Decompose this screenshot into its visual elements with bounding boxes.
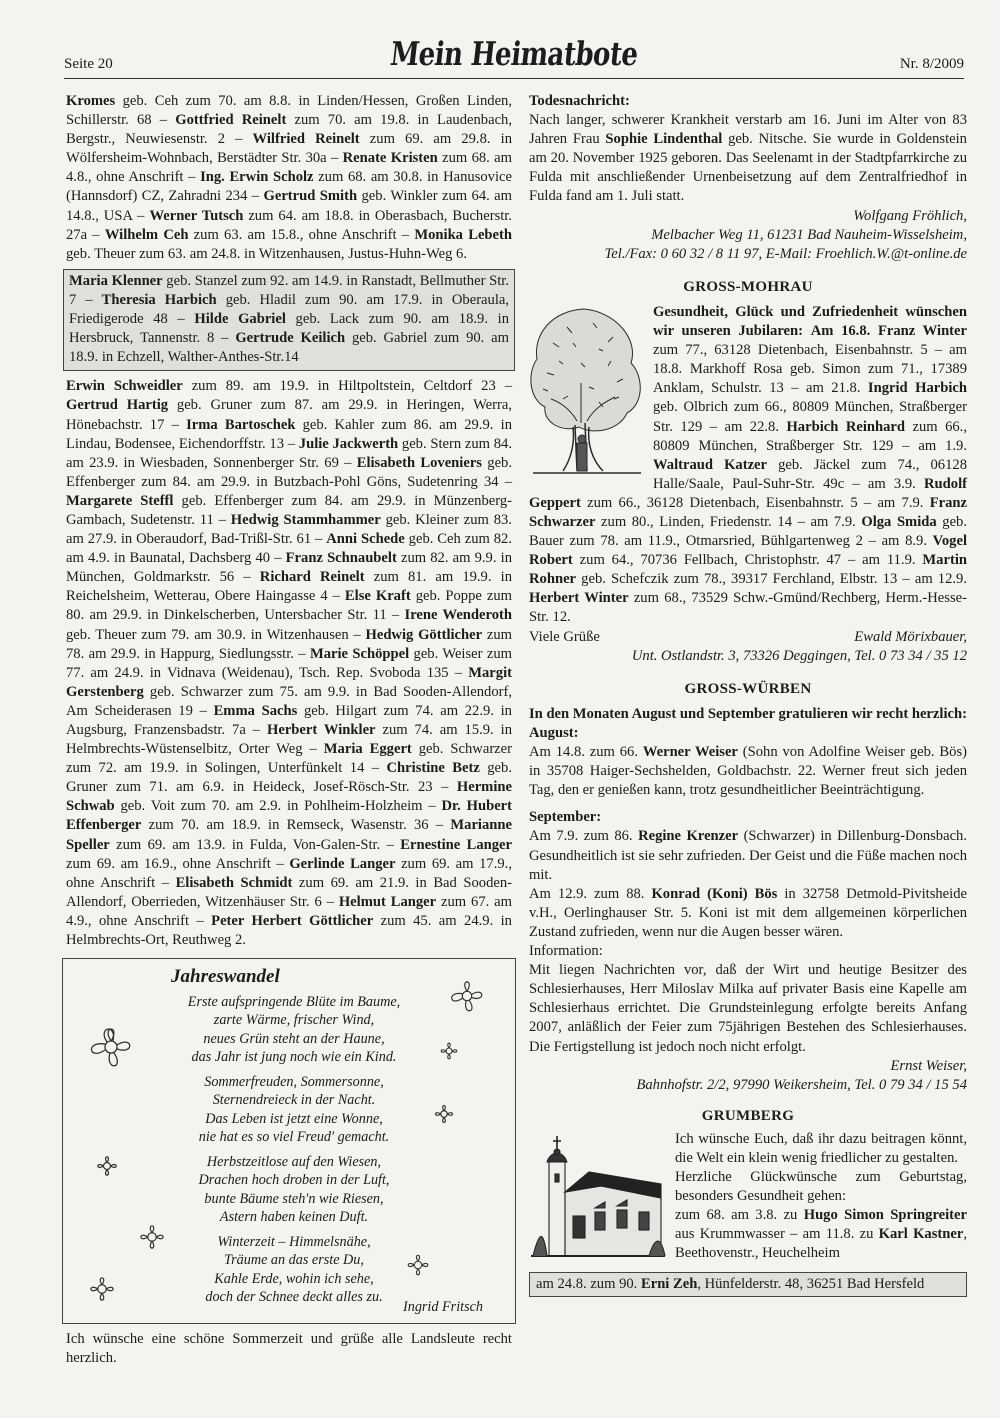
- name-highlight: Helmut Langer: [338, 893, 437, 910]
- name-highlight: Emma Sachs: [213, 702, 298, 719]
- name-highlight: Dr. Hubert Effenberger: [66, 798, 513, 834]
- name-highlight: Gerlinde Langer: [289, 855, 396, 872]
- name-highlight: Else Kraft: [344, 588, 411, 605]
- name-highlight: Maria Eggert: [323, 741, 412, 758]
- name-highlight: Julie Jackwerth: [298, 435, 399, 452]
- birthday-list-september: Erwin Schweidler zum 89. am 19.9. in Hiltpoltstein, Celtdorf 23 – Gertrud Hartig geb. Gruner zum 87. am 29.9. in Heringen, Werra, Hönebachstr. 17 – Irma Bartoschek geb. Kahler zum 86. am 29.9. in Lindau, Bodensee, Eichendorffstr. 13 – Julie Jackwerth geb. Stern zum 84. am 23.9. in Wiesbaden, Sonnenberger Str. 69 – Elisabeth Loveniers geb. Effenberger zum 84. am 29.9. in Butzbach-Pohl Göns, Sudetenring 34 – Margarete Steffl geb. Effenberger zum 84. am 29.9. in Münzenberg-Gambach, Sudetenstr. 11 – Hedwig Stammhammer geb. Kleiner zum 83. am 27.9. in Oberaudorf, Bad-Trißl-Str. 61 – Anni Schede geb. Ceh zum 82. am 4.9. in Baunatal, Dachsberg 40 – Franz Schnaubelt zum 82. am 9.9. in München, Goldmarkstr. 56 – Richard Reinelt zum 81. am 19.9. in Reichelsheim, Wetterau, Obere Haingasse 4 – Else Kraft geb. Poppe zum 80. am 29.9. in Dinkelscherben, Untersbacher Str. 11 – Irene Wenderoth geb. Theuer zum 79. am 30.9. in Witzenhausen – Hedwig Göttlicher zum 78. am 29.9. in Happurg, Siedlungsstr. – Marie Schöppel geb. Weiser zum 77. am 24.9. in Vidnava (Weidenau), Tsch. Rep. Svoboda 135 – Margit Gerstenberg geb. Schwarzer zum 75. am 9.9. in Bad Sooden-Allendorf, Am Scheiderasen 19 – Emma Sachs geb. Hilgart zum 74. am 22.9. in Augsburg, Franzensbadstr. 7a – Herbert Winkler zum 74. am 15.9. in Helmbrechts-Wüstenselbitz, Orter Weg – Maria Eggert geb. Schwarzer zum 72. am 19.9. in Solingen, Unterfünkelt 14 – Christine Betz geb. Gruner zum 71. am 6.9. in Heideck, Josef-Rösch-Str. 23 – Hermine Schwab geb. Voit zum 70. am 2.9. in Pohlheim-Holzheim – Dr. Hubert Effenberger zum 70. am 18.9. in Remseck, Wasenstr. 36 – Marianne Speller zum 69. am 13.9. in Fulda, Von-Galen-Str. – Ernestine Langer zum 69. am 16.9., ohne Anschrift – Gerlinde Langer zum 69. am 17.9., ohne Anschrift – Elisabeth Schmidt zum 69. am 21.9. in Bad Sooden-Allendorf, Oberrieden, Witzenhäuser Str. 6 – Helmut Langer zum 67. am 4.9., ohne Anschrift – Peter Herbert Göttlicher zum 45. am 24.9. in Helmbrechts-Ort, Reuthweg 2.: [66, 378, 513, 949]
- birthday-box-text: Maria Klenner geb. Stanzel zum 92. am 14.9. in Ranstadt, Bellmuther Str. 7 – Theresia Harbich geb. Hladil zum 90. am 17.9. in Oberaula, Friedigerode 48 – Hilde Gabriel geb. Lack zum 90. am 18.9. in Hersbruck, Tannenstr. 8 – Gertrude Keilich geb. Gabriel zum 90. am 18.9. in Echzell, Walther-Anthes-Str.14: [69, 272, 510, 366]
- text-line: Kahle Erde, wohin ich sehe,: [214, 1270, 374, 1287]
- death-notice-heading: Todesnachricht:: [529, 93, 630, 109]
- name-highlight: Theresia Harbich: [101, 291, 217, 308]
- august-label: [529, 724, 967, 743]
- name-highlight: Franz Schnaubelt: [285, 550, 397, 567]
- name-highlight: Kromes: [66, 93, 116, 109]
- gross-wuerben-signature: [529, 1057, 967, 1095]
- name-highlight: Gertrude Keilich: [235, 330, 346, 347]
- name-highlight: Waltraud Katzer: [653, 456, 768, 473]
- poem-stanza-1: [151, 993, 437, 1066]
- name-highlight: Monika Lebeth: [414, 226, 512, 243]
- text-line: Tel./Fax: 0 60 32 / 8 11 97, E-Mail: Froehlich.W.@t-online.de: [604, 245, 967, 262]
- header-rule: [64, 78, 964, 79]
- grumberg-box-text: am 24.8. zum 90. Erni Zeh, Hünfelderstr. 48, 36251 Bad Hersfeld: [536, 1275, 925, 1292]
- name-highlight: Gertrud Hartig: [66, 397, 169, 414]
- flower-icon: [403, 1251, 433, 1279]
- text-line: nie hat es so viel Freud' gemacht.: [198, 1128, 390, 1145]
- name-highlight: Franz Schwarzer: [529, 494, 967, 530]
- death-notice-title: [529, 92, 967, 111]
- poem-author: Ingrid Fritsch: [403, 1299, 483, 1316]
- name-highlight: Gottfried Reinelt: [175, 112, 287, 129]
- birthday-box-90plus: [63, 269, 515, 371]
- name-highlight: Herbert Winkler: [266, 722, 376, 738]
- left-column: [66, 92, 512, 1368]
- name-highlight: Werner Tutsch: [149, 207, 244, 224]
- name-highlight: Konrad (Koni) Bös: [651, 885, 778, 902]
- text-line: doch der Schnee deckt alles zu.: [205, 1288, 383, 1305]
- name-highlight: Rudolf Geppert: [529, 475, 967, 511]
- flower-icon: [83, 1021, 139, 1073]
- name-highlight: Richard Reinelt: [259, 569, 365, 586]
- flower-icon: [135, 1221, 169, 1253]
- closing-greeting: Ich wünsche eine schöne Sommerzeit und grüße alle Landsleute recht herzlich.: [66, 1331, 512, 1367]
- masthead-logo: Mein Heimatbote: [388, 36, 640, 74]
- text-line: Bahnhofstr. 2/2, 97990 Weikersheim, Tel. 0 79 34 / 15 54: [636, 1076, 967, 1093]
- flower-icon: [93, 1153, 121, 1179]
- tree-illustration: [523, 303, 647, 479]
- flower-icon: [85, 1273, 119, 1305]
- poem-stanza-4: [151, 1233, 437, 1306]
- church-illustration: [529, 1132, 667, 1264]
- grumberg-box: [529, 1272, 967, 1297]
- name-highlight: Hermine Schwab: [66, 779, 512, 815]
- grumberg-congrats: Herzliche Glückwünsche zum Geburtstag, besonders Gesundheit gehen:: [675, 1169, 967, 1205]
- name-highlight: Erni Zeh: [640, 1275, 698, 1292]
- flower-icon: [437, 1039, 461, 1063]
- name-highlight: Irma Bartoschek: [186, 416, 296, 433]
- name-highlight: Harbich Reinhard: [786, 418, 906, 435]
- section-title-gross-wuerben: GROSS-WÜRBEN: [684, 680, 812, 697]
- name-highlight: Irene Wenderoth: [404, 607, 512, 624]
- birthday-list-august: Kromes geb. Ceh zum 70. am 8.8. in Linden/Hessen, Großen Linden, Schillerstr. 68 – Gottfried Reinelt zum 70. am 19.8. in Laudenbach, Bergstr., Neuwiesenstr. 2 – Wilfried Reinelt zum 69. am 29.8. in Wölfersheim-Wohnbach, Berstädter Str. 30a – Renate Kristen zum 68. am 4.8., ohne Anschrift – Ing. Erwin Scholz zum 68. am 30.8. in Hanusovice (Hannsdorf) CZ, Zahradni 234 – Gertrud Smith geb. Winkler zum 64. am 14.8., USA – Werner Tutsch zum 64. am 18.8. in Oberasbach, Bucherstr. 27a – Wilhelm Ceh zum 63. am 15.8., ohne Anschrift – Monika Lebeth geb. Theuer zum 63. am 24.8. in Witzenhausen, Justus-Huhn-Weg 6.: [66, 93, 513, 262]
- name-highlight: Maria Klenner: [69, 272, 163, 289]
- information-text: Mit liegen Nachrichten vor, daß der Wirt und heutige Besitzer des Schlesierhauses, Herr Miloslav Milka auf privater Basis eine Kapelle am Schlesierhaus errichtet. Die Grundsteinlegung erfolgte bereits Anfang 2007, anläßlich der Feier zum 75jährigen Bestehen des Schlesierhauses. Die Fertigstellung ist jedoch noch nicht erfolgt.: [529, 962, 967, 1055]
- text-line: Unt. Ostlandstr. 3, 73326 Deggingen, Tel. 0 73 34 / 35 12: [631, 647, 967, 664]
- page-header: [64, 36, 964, 74]
- poem-stanza-3: [151, 1153, 437, 1226]
- flower-icon: [431, 1101, 457, 1127]
- name-highlight: Hedwig Stammhammer: [230, 511, 381, 528]
- issue-number: Nr. 8/2009: [899, 56, 964, 72]
- name-highlight: Karl Kastner: [878, 1226, 964, 1243]
- name-highlight: Wilfried Reinelt: [252, 131, 360, 148]
- name-highlight: Ernestine Langer: [400, 836, 513, 853]
- name-highlight: Olga Smida: [861, 513, 937, 530]
- grumberg-wish: Ich wünsche Euch, daß ihr dazu beitragen könnt, die Welt ein klein wenig friedlicher zu gestalten.: [675, 1130, 967, 1166]
- name-highlight: Vogel Robert: [529, 533, 967, 569]
- page-number: Seite 20: [64, 56, 113, 72]
- text-line: neues Grün steht an der Haune,: [203, 1030, 385, 1047]
- death-notice-text: Nach langer, schwerer Krankheit verstarb am 16. Juni im Alter von 83 Jahren Frau Sophie Lindenthal geb. Nitsche. Sie wurde in Goldenstein am 20. November 1925 geboren. Das Seelenamt in der Stadtpfarrkirche zu Fulda mit anschließender Urnenbeisetzung auf dem Zentralfriedhof in Fulda fand am 1. Juli statt.: [529, 112, 967, 205]
- text-line: Drachen hoch droben in der Luft,: [198, 1172, 390, 1189]
- name-highlight: Ing. Erwin Scholz: [200, 169, 314, 186]
- name-highlight: Gertrud Smith: [263, 188, 358, 205]
- name-highlight: Martin Rohner: [529, 552, 967, 588]
- gross-wuerben-intro-text: In den Monaten August und September gratulieren wir recht herzlich:: [529, 705, 967, 722]
- name-highlight: Anni Schede: [326, 531, 405, 548]
- name-highlight: Hedwig Göttlicher: [365, 626, 483, 643]
- name-highlight: Herbert Winter: [529, 590, 629, 607]
- text-line: Herbstzeitlose auf den Wiesen,: [206, 1154, 382, 1171]
- name-highlight: Marie Schöppel: [309, 645, 410, 662]
- name-highlight: Erwin Schweidler: [66, 378, 183, 395]
- section-title-gross-mohrau: GROSS-MOHRAU: [683, 278, 813, 295]
- name-highlight: Am 16.8. Franz Winter: [810, 323, 967, 340]
- text-line: Wolfgang Fröhlich,: [853, 207, 967, 224]
- september-label-text: September:: [529, 809, 602, 826]
- text-line: Sommerfreuden, Sommersonne,: [204, 1074, 384, 1091]
- name-highlight: Christine Betz: [386, 760, 480, 777]
- poem-stanza-2: [151, 1073, 437, 1146]
- september-label: [529, 808, 967, 827]
- text-line: Ewald Mörixbauer,: [854, 628, 967, 645]
- august-label-text: August:: [529, 725, 579, 741]
- section-title-grumberg: GRUMBERG: [701, 1107, 795, 1124]
- text-line: Winterzeit – Himmelsnähe,: [217, 1234, 371, 1251]
- text-line: Astern haben keinen Duft.: [219, 1208, 369, 1225]
- text-line: Melbacher Weg 11, 61231 Bad Nauheim-Wisselsheim,: [651, 226, 967, 243]
- september-text-2: Am 12.9. zum 88. Konrad (Koni) Bös in 32758 Detmold-Pivitsheide v.H., Oerlinghauser Str. 5. Koni ist mit dem allgemeinen körperlichen Zustand zufrieden, wenn nur die Augen besser wären.: [529, 885, 967, 940]
- name-highlight: Sophie Lindenthal: [605, 131, 723, 148]
- right-column: [529, 92, 967, 1297]
- gross-mohrau-text: Gesundheit, Glück und Zufriedenheit wünschen wir unseren Jubilaren: Am 16.8. Franz Winter zum 77., 63128 Dietenbach, Eisenbahnstr. 5 – am 18.8. Markhoff Rosa geb. Simon zum 71., 17389 Anklam, Schulstr. 13 – am 21.8. Ingrid Harbich geb. Olbrich zum 66., 80809 München, Straßberger Str. 129 – am 22.8. Harbich Reinhard zum 66., 80809 München, Straßberger Str. 129 – am 1.9. Waltraud Katzer geb. Jäckel zum 74., 06128 Halle/Saale, Paul-Suhr-Str. 49c – am 3.9. Rudolf Geppert zum 66., 36128 Dietenbach, Eisenbahnstr. 5 – am 7.9. Franz Schwarzer zum 80., Linden, Friedenstr. 14 – am 7.9. Olga Smida geb. Bauer zum 78. am 11.9., Otmarsried, Bühlgartenweg 2 – am 8.9. Vogel Robert zum 64., 70736 Fellbach, Christophstr. 47 – am 11.9. Martin Rohner geb. Schefczik zum 78., 39317 Ferchland, Elbstr. 13 – am 12.9. Herbert Winter zum 68., 73529 Schw.-Gmünd/Rechberg, Herm.-Hesse-Str. 12.: [529, 303, 967, 626]
- september-text-1: Am 7.9. zum 86. Regine Krenzer (Schwarzer) in Dillenburg-Donsbach. Gesundheitlich ist sie sehr zufrieden. Der Geist und die Füße machen noch mit.: [529, 828, 968, 883]
- name-highlight: Elisabeth Schmidt: [175, 874, 293, 891]
- name-highlight: Renate Kristen: [342, 150, 438, 167]
- name-highlight: Hugo Simon Springreiter: [803, 1207, 967, 1224]
- text-line: Träume an das erste Du,: [224, 1252, 364, 1269]
- gross-mohrau-greeting: Viele Grüße: [529, 628, 600, 645]
- name-highlight: Wilhelm Ceh: [104, 226, 189, 243]
- name-highlight: Ingrid Harbich: [867, 380, 967, 397]
- name-highlight: Werner Weiser: [642, 744, 738, 761]
- information-label: Information:: [529, 943, 603, 960]
- poem-box: [62, 958, 516, 1324]
- name-highlight: Marianne Speller: [66, 817, 512, 853]
- name-highlight: Margarete Steffl: [66, 492, 174, 509]
- august-text: Am 14.8. zum 66. Werner Weiser (Sohn von Adolfine Weiser geb. Bös) in 35708 Haiger-Sechshelden, Goldbachstr. 22. Werner freut sich jeden Tag, den er genießen kann, trotz gesundheitlicher Beeinträchtigung.: [529, 744, 967, 799]
- name-highlight: Margit Gerstenberg: [66, 664, 512, 700]
- text-line: zarte Wärme, frischer Wind,: [213, 1012, 375, 1029]
- poem-title: Jahreswandel: [171, 966, 280, 988]
- name-highlight: Hilde Gabriel: [194, 311, 286, 328]
- name-highlight: Gesundheit, Glück und Zufriedenheit wünschen wir unseren Jubilaren:: [653, 303, 967, 340]
- text-line: Ernst Weiser,: [890, 1057, 967, 1074]
- text-line: Erste aufspringende Blüte im Baume,: [187, 994, 401, 1011]
- text-line: bunte Bäume steh'n wie Riesen,: [204, 1190, 384, 1207]
- name-highlight: Peter Herbert Göttlicher: [211, 912, 374, 929]
- death-notice-signature: [529, 207, 967, 264]
- grumberg-list: zum 68. am 3.8. zu Hugo Simon Springreiter aus Krummwasser – am 11.8. zu Karl Kastner, Beethovenstr., Heuchelheim: [675, 1207, 967, 1262]
- gross-wuerben-intro: [529, 705, 967, 724]
- text-line: Das Leben ist jetzt eine Wonne,: [205, 1110, 383, 1127]
- name-highlight: Elisabeth Loveniers: [356, 454, 482, 471]
- text-line: das Jahr ist jung noch wie ein Kind.: [191, 1048, 397, 1065]
- name-highlight: Regine Krenzer: [638, 828, 739, 845]
- text-line: Sternendreieck in der Nacht.: [212, 1092, 376, 1109]
- flower-icon: [445, 975, 489, 1017]
